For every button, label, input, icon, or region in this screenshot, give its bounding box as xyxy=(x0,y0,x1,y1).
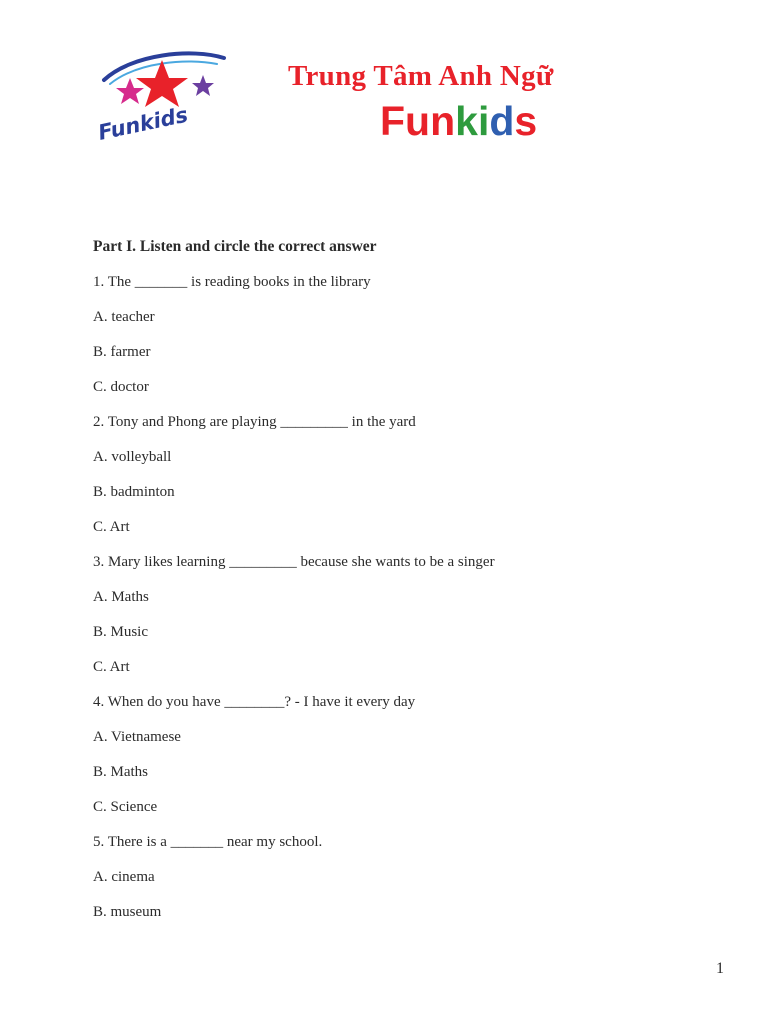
question-line: 5. There is a _______ near my school. xyxy=(93,834,323,850)
answer-option: A. volleyball xyxy=(93,449,172,465)
question-line: 4. When do you have ________? - I have it every day xyxy=(93,694,416,710)
worksheet-content xyxy=(93,236,693,936)
funkids-logo xyxy=(92,48,242,148)
answer-option: A. cinema xyxy=(93,869,155,885)
question-list xyxy=(93,271,693,923)
part-title: Part I. Listen and circle the correct answer xyxy=(93,238,377,255)
question-line: 1. The _______ is reading books in the library xyxy=(93,274,371,290)
answer-option: B. farmer xyxy=(93,344,151,360)
answer-option: C. doctor xyxy=(93,379,149,395)
answer-option: B. badminton xyxy=(93,484,175,500)
answer-option: C. Art xyxy=(93,519,130,535)
logo-wordmark: Funkids xyxy=(96,102,190,145)
brand-letter: d xyxy=(489,98,515,144)
answer-option: A. Vietnamese xyxy=(93,729,181,745)
answer-option: A. Maths xyxy=(93,589,149,605)
brand-letter: F xyxy=(380,98,406,144)
answer-option: C. Science xyxy=(93,799,158,815)
answer-option: B. Maths xyxy=(93,764,149,780)
brand-letter: s xyxy=(514,98,538,144)
question-line: 3. Mary likes learning _________ because she wants to be a singer xyxy=(93,554,495,570)
question-line: 2. Tony and Phong are playing _________ in the yard xyxy=(93,414,416,430)
header-title xyxy=(288,58,668,144)
brand-name xyxy=(380,98,668,144)
answer-option: B. museum xyxy=(93,904,162,920)
answer-option: A. teacher xyxy=(93,309,155,325)
answer-option: B. Music xyxy=(93,624,149,640)
brand-letter: k xyxy=(455,98,478,144)
brand-letter: n xyxy=(430,98,456,144)
center-name: Trung Tâm Anh Ngữ xyxy=(288,60,554,92)
brand-letter: u xyxy=(405,98,431,144)
answer-option: C. Art xyxy=(93,659,130,675)
page-number: 1 xyxy=(716,960,724,977)
brand-letter: i xyxy=(477,98,490,144)
